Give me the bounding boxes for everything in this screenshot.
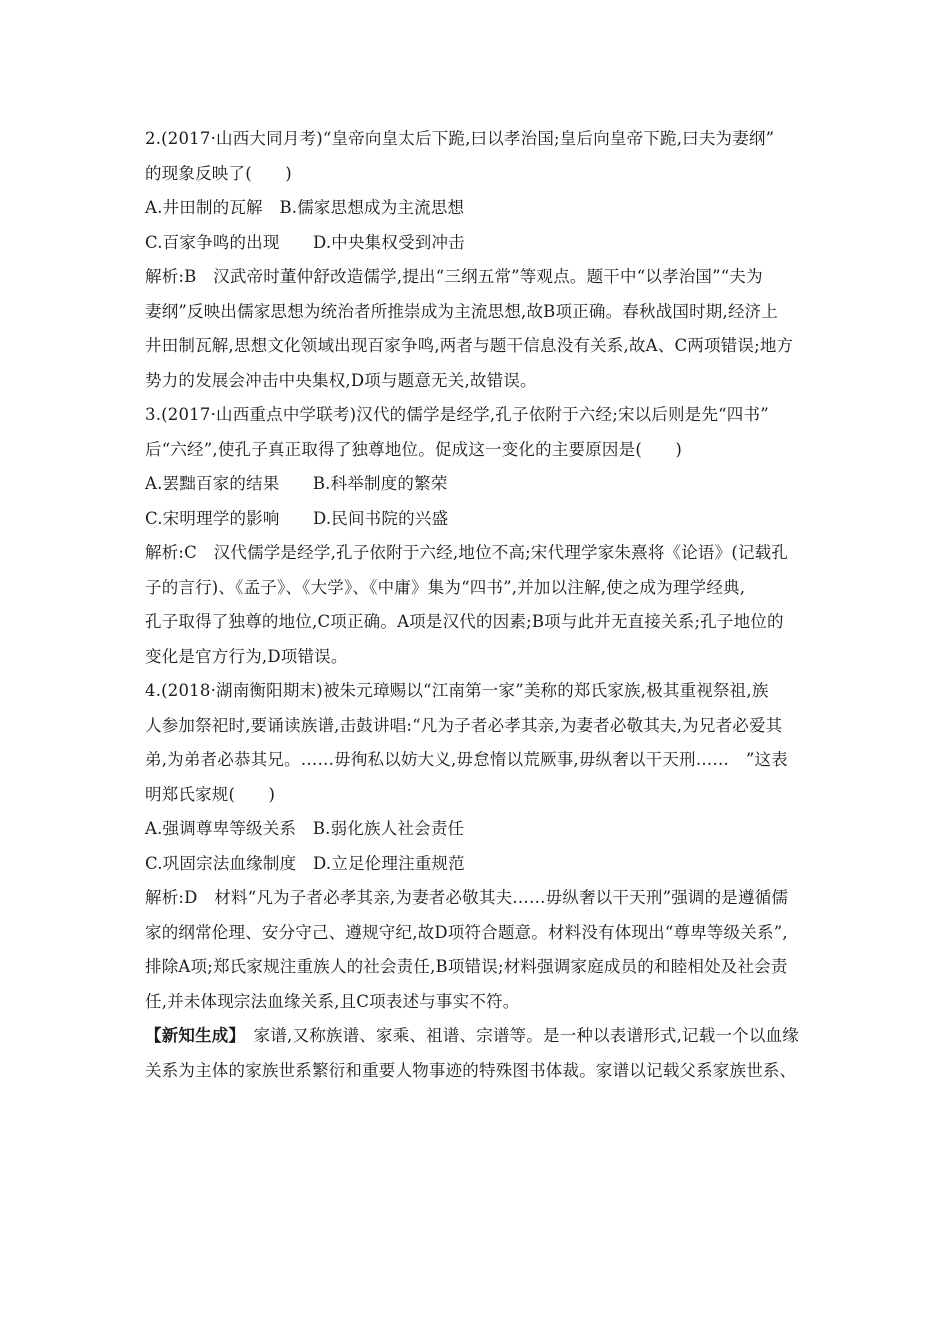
option-line: C.百家争鸣的出现 D.中央集权受到冲击 (145, 232, 465, 252)
question-stem-line: 人参加祭祀时,要诵读族谱,击鼓讲唱:“凡为子者必孝其亲,为妻者必敬其夫,为兄者必爱其 (145, 715, 783, 735)
option-line: A.井田制的瓦解 B.儒家思想成为主流思想 (145, 198, 465, 217)
question-2 (145, 122, 810, 398)
analysis-line: 排除A项;郑氏家规注重族人的社会责任,B项错误;材料强调家庭成员的和睦相处及社会责 (145, 957, 788, 976)
question-stem-line: 后“六经”,使孔子真正取得了独尊地位。促成这一变化的主要原因是( ) (145, 439, 682, 459)
question-stem-line: 的现象反映了( ) (145, 163, 292, 183)
analysis-line: 任,并未体现宗法血缘关系,且C项表述与事实不符。 (145, 991, 520, 1011)
new-knowledge-first-line (145, 1019, 810, 1054)
question-stem-line: 明郑氏家规( ) (145, 784, 276, 804)
option-line: A.强调尊卑等级关系 B.弱化族人社会责任 (145, 819, 465, 838)
question-stem-line: 弟,为弟者必恭其兄。……毋徇私以妨大义,毋怠惰以荒厥事,毋纵奢以干天刑…… ”这表 (145, 750, 788, 769)
analysis-line: 变化是官方行为,D项错误。 (145, 646, 348, 666)
question-3 (145, 398, 810, 674)
document-body (145, 122, 810, 1088)
analysis-line: 子的言行)、《孟子》、《大学》、《中庸》集为“四书”,并加以注解,使之成为理学经典, (145, 577, 746, 597)
question-stem-line: 4.(2018·湖南衡阳期末)被朱元璋赐以“江南第一家”美称的郑氏家族,极其重视祭祖,族 (145, 681, 769, 700)
new-knowledge-section (145, 1019, 810, 1088)
analysis-line: 家的纲常伦理、安分守己、遵规守纪,故D项符合题意。材料没有体现出“尊卑等级关系”, (145, 922, 788, 942)
new-knowledge-line: 关系为主体的家族世系繁衍和重要人物事迹的特殊图书体裁。家谱以记载父系家族世系、 (145, 1060, 797, 1080)
analysis-line: 妻纲”反映出儒家思想为统治者所推崇成为主流思想,故B项正确。春秋战国时期,经济上 (145, 301, 779, 321)
question-4 (145, 674, 810, 1019)
new-knowledge-heading: 【新知生成】 (145, 1026, 237, 1045)
new-knowledge-text: 家谱,又称族谱、家乘、祖谱、宗谱等。是一种以表谱形式,记载一个以血缘 (236, 1026, 799, 1045)
option-line: A.罢黜百家的结果 B.科举制度的繁荣 (145, 474, 448, 493)
analysis-line: 势力的发展会冲击中央集权,D项与题意无关,故错误。 (145, 370, 537, 390)
analysis-line: 孔子取得了独尊的地位,C项正确。A项是汉代的因素;B项与此并无直接关系;孔子地位的 (145, 612, 784, 631)
analysis-line: 解析:B 汉武帝时董仲舒改造儒学,提出“三纲五常”等观点。题干中“以孝治国”“夫为 (145, 267, 763, 286)
question-stem-line: 2.(2017·山西大同月考)“皇帝向皇太后下跪,曰以孝治国;皇后向皇帝下跪,曰夫为妻纲” (145, 129, 775, 148)
option-line: C.宋明理学的影响 D.民间书院的兴盛 (145, 508, 449, 528)
analysis-line: 井田制瓦解,思想文化领域出现百家争鸣,两者与题干信息没有关系,故A、C两项错误;地方 (145, 336, 794, 355)
question-stem-line: 3.(2017·山西重点中学联考)汉代的儒学是经学,孔子依附于六经;宋以后则是先“四书” (145, 405, 769, 424)
analysis-line: 解析:D 材料“凡为子者必孝其亲,为妻者必敬其夫……毋纵奢以干天刑”强调的是遵循儒 (145, 888, 789, 907)
analysis-line: 解析:C 汉代儒学是经学,孔子依附于六经,地位不高;宋代理学家朱熹将《论语》(记载孔 (145, 543, 789, 562)
option-line: C.巩固宗法血缘制度 D.立足伦理注重规范 (145, 853, 465, 873)
